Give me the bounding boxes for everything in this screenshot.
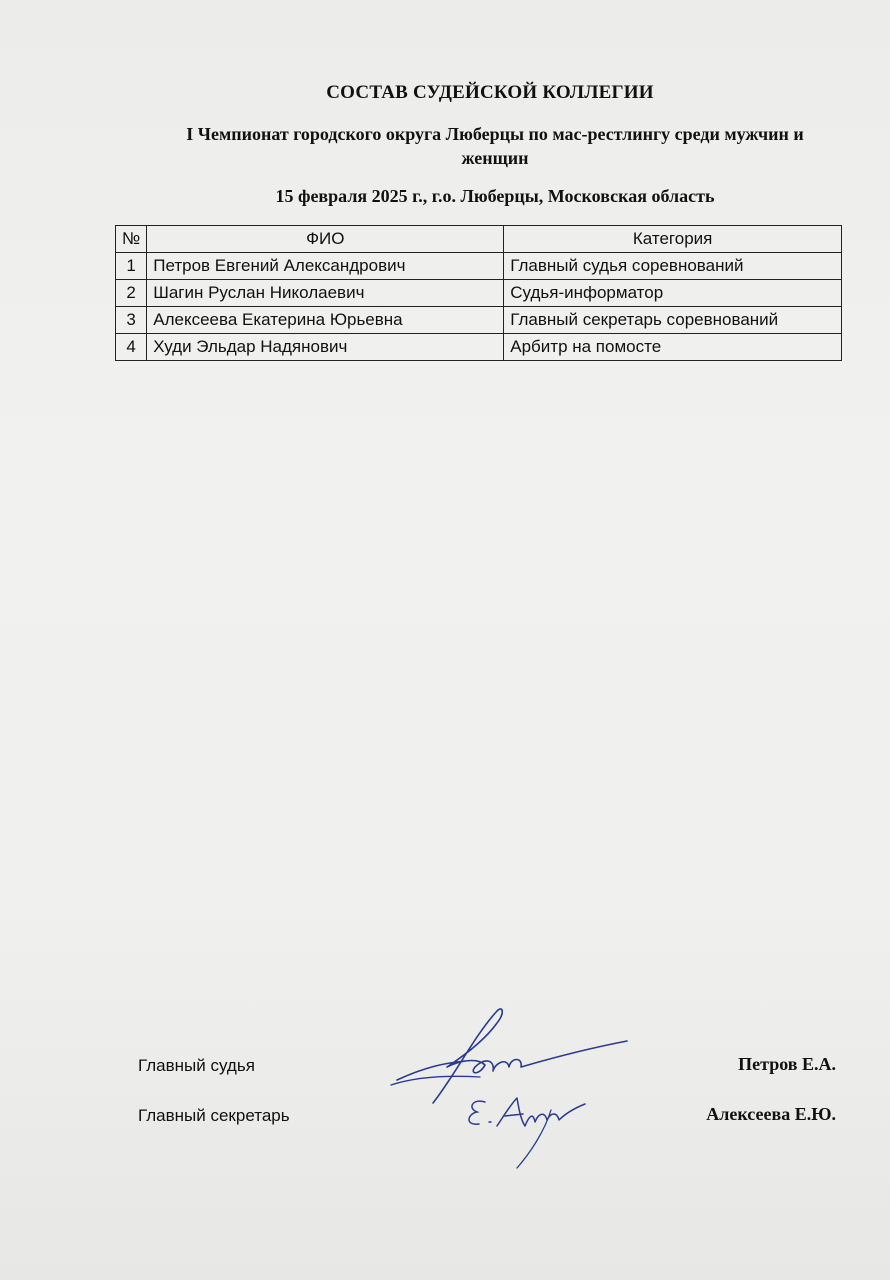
- table-row: [116, 307, 842, 334]
- row-category: Главный судья соревнований: [504, 253, 842, 280]
- row-fio: Петров Евгений Александрович: [147, 253, 504, 280]
- header-num: №: [116, 226, 147, 253]
- table-header-row: [116, 226, 842, 253]
- chief-secretary-label: Главный секретарь: [138, 1106, 290, 1125]
- row-category: Арбитр на помосте: [504, 334, 842, 361]
- row-fio: Алексеева Екатерина Юрьевна: [147, 307, 504, 334]
- chief-judge-name: Петров Е.А.: [738, 1054, 836, 1074]
- row-num: 2: [116, 280, 147, 307]
- row-fio: Шагин Руслан Николаевич: [147, 280, 504, 307]
- row-fio: Худи Эльдар Надянович: [147, 334, 504, 361]
- row-num: 1: [116, 253, 147, 280]
- row-num: 3: [116, 307, 147, 334]
- row-category: Главный секретарь соревнований: [504, 307, 842, 334]
- table-row: [116, 253, 842, 280]
- header-category: Категория: [504, 226, 842, 253]
- table-row: [116, 280, 842, 307]
- row-num: 4: [116, 334, 147, 361]
- chief-secretary-name: Алексеева Е.Ю.: [706, 1104, 836, 1124]
- chief-judge-label: Главный судья: [138, 1056, 255, 1075]
- document-title: СОСТАВ СУДЕЙСКОЙ КОЛЛЕГИИ: [326, 82, 654, 103]
- judges-table: [115, 225, 842, 361]
- header-fio: ФИО: [147, 226, 504, 253]
- document-dateline: 15 февраля 2025 г., г.о. Люберцы, Московская область: [275, 186, 715, 206]
- row-category: Судья-информатор: [504, 280, 842, 307]
- chief-secretary-signature: [455, 1090, 605, 1170]
- document-subtitle: I Чемпионат городского округа Люберцы по мас-рестлингу среди мужчин и женщин: [186, 124, 804, 168]
- table-row: [116, 334, 842, 361]
